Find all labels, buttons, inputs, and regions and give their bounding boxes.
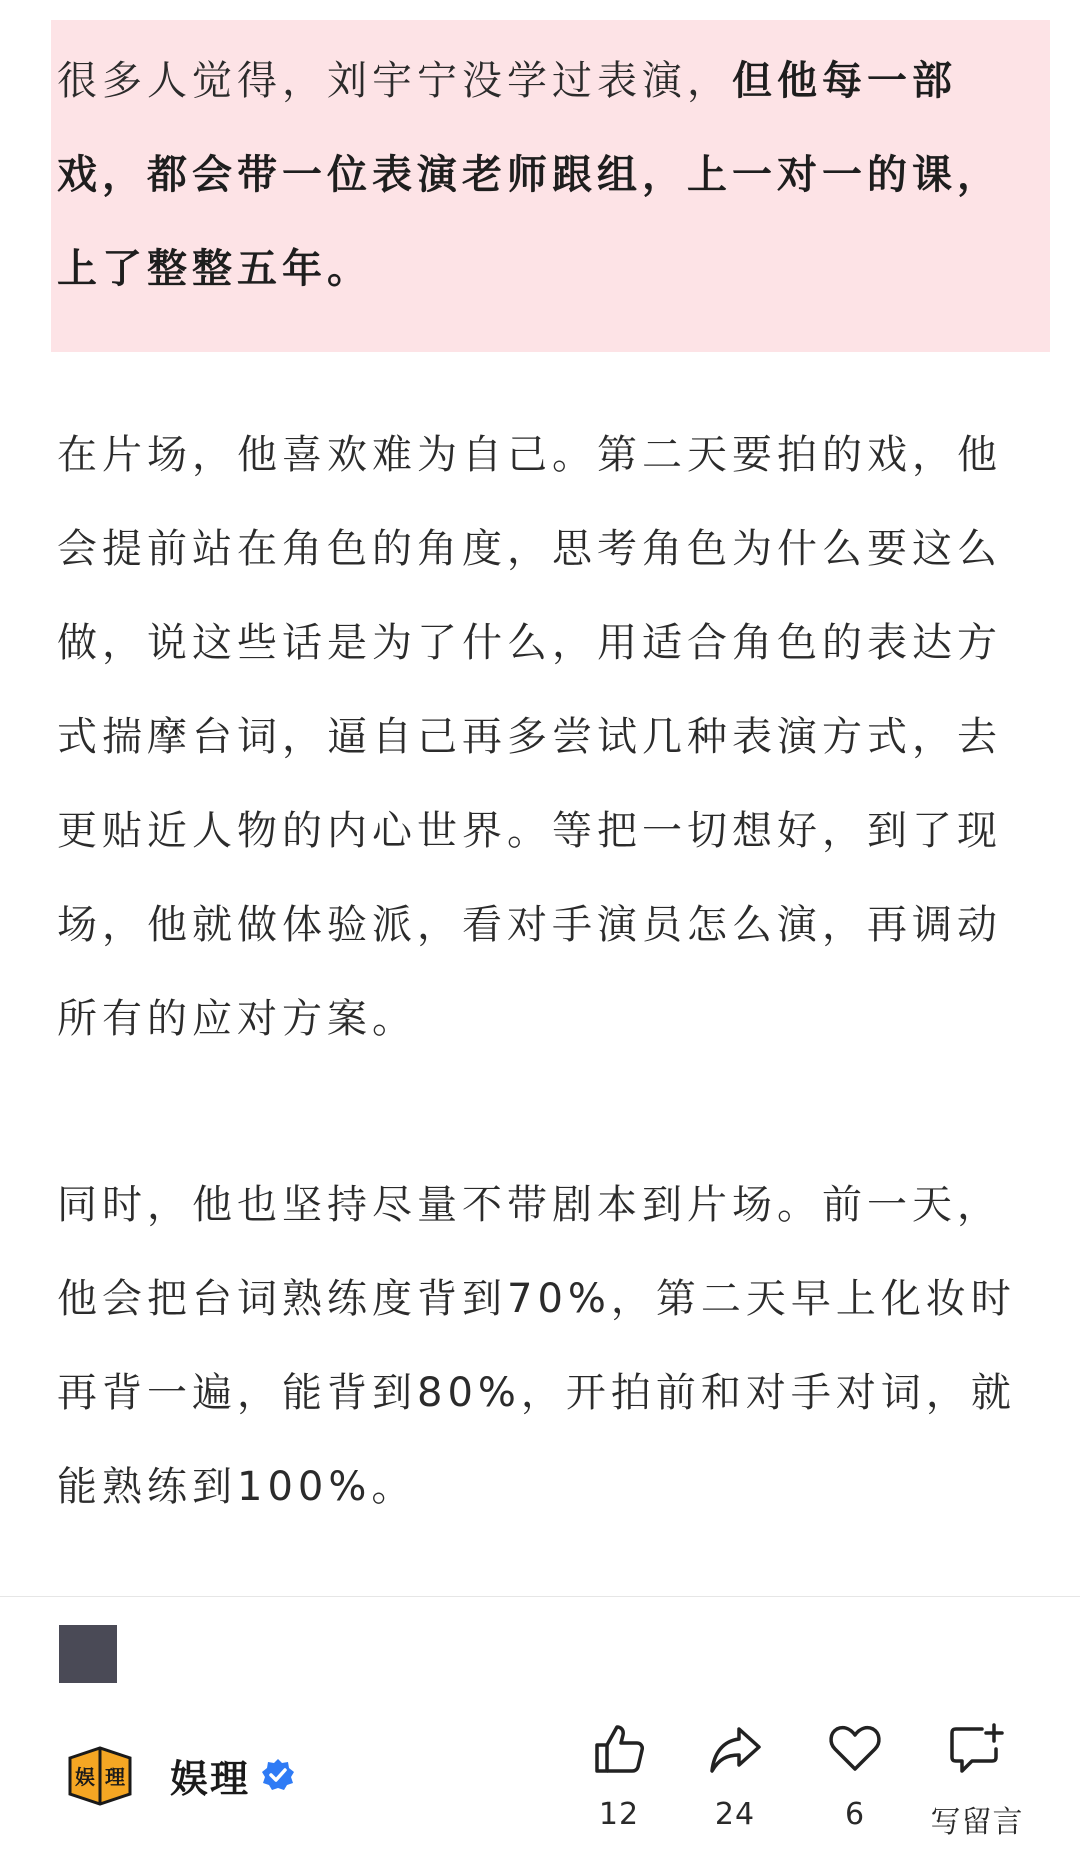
paragraph-1-normal-text: 很多人觉得，刘宇宁没学过表演，: [57, 58, 732, 104]
verified-icon: [260, 1757, 296, 1793]
logo-text-2: 理: [105, 1765, 125, 1789]
image-placeholder[interactable]: [59, 1625, 117, 1683]
article-paragraph-3: 同时，他也坚持尽量不带剧本到片场。前一天，他会把台词熟练度背到70%，第二天早上化妆时再背一遍，能背到80%，开拍前和对手对词，就能熟练到100%。: [57, 1182, 1016, 1510]
share-button[interactable]: [680, 1715, 790, 1832]
write-comment-button[interactable]: [922, 1715, 1032, 1841]
write-comment-label: 写留言: [930, 1805, 1024, 1840]
thumbs-up-icon: [591, 1721, 647, 1777]
article-paragraph-2: 在片场，他喜欢难为自己。第二天要拍的戏，他会提前站在角色的角度，思考角色为什么要这么做，说这些话是为了什么，用适合角色的表达方式揣摩台词，逼自己再多尝试几种表演方式，去更贴近人物的内心世界。等把一切想好，到了现场，他就做体验派，看对手演员怎么演，再调动所有的应对方案。: [57, 432, 1002, 1042]
favorite-count: 6: [844, 1797, 866, 1832]
share-icon: [707, 1721, 763, 1777]
share-count: 24: [714, 1797, 756, 1832]
like-count: 12: [598, 1797, 640, 1832]
author-row[interactable]: [66, 1735, 296, 1815]
favorite-button[interactable]: [800, 1715, 910, 1832]
author-logo[interactable]: [66, 1744, 134, 1806]
logo-text-1: 娱: [75, 1765, 95, 1789]
paragraph-1-bold-text: 但他每一部戏，都会带一位表演老师跟组，上一对一的课，上了整整五年。: [57, 58, 1002, 292]
footer-divider: [0, 1596, 1080, 1597]
like-button[interactable]: [564, 1715, 674, 1832]
author-name[interactable]: 娱理: [170, 1756, 251, 1801]
comment-add-icon: [948, 1721, 1006, 1777]
heart-icon: [827, 1721, 883, 1777]
article-paragraph-1: [57, 34, 1037, 316]
